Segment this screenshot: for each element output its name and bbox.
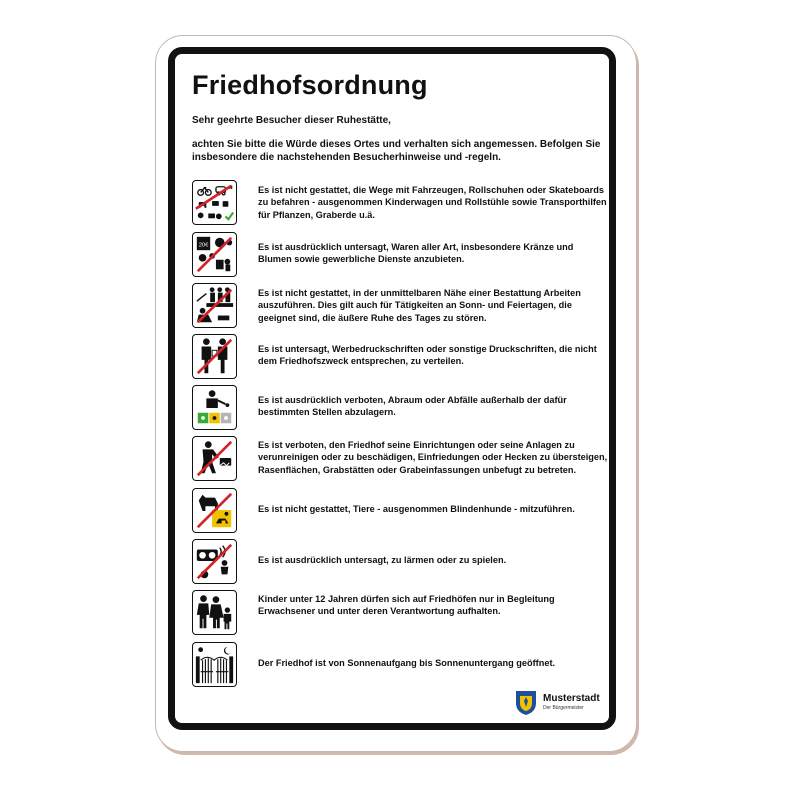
no-flyers-icon xyxy=(192,334,237,379)
opening-hours-gate-icon xyxy=(192,642,237,687)
rule-text: Es ist ausdrücklich untersagt, zu lärmen oder zu spielen. xyxy=(258,555,507,565)
sign-title: Friedhofsordnung xyxy=(192,70,428,100)
rule-item xyxy=(192,385,602,436)
svg-text:20€: 20€ xyxy=(198,242,209,249)
no-vehicles-icon xyxy=(192,180,237,225)
rules-list xyxy=(192,180,608,693)
rule-text: Es ist nicht gestattet, in der unmittelbaren Nähe einer Bestattung Arbeiten auszuführen. Dies gilt auch für Tätigkeiten an Sonn- und Feiertagen, die geeignet sind, die äußere Ruhe des Tages zu stören. xyxy=(258,288,581,323)
rule-item xyxy=(192,590,602,642)
intro-body: achten Sie bitte die Würde dieses Ortes und verhalten sich angemessen. Befolgen Sie insbesondere die nachstehenden Besucherhinweise und -regeln. xyxy=(192,139,601,163)
rule-item xyxy=(192,436,608,488)
coat-of-arms-icon xyxy=(515,690,537,716)
rule-text: Es ist nicht gestattet, Tiere - ausgenommen Blindenhunde - mitzuführen. xyxy=(258,504,575,514)
rule-text: Es ist ausdrücklich verboten, Abraum oder Abfälle außerhalb der dafür bestimmten Stellen abzulagern. xyxy=(258,395,567,418)
logo-subtitle: Der Bürgermeister xyxy=(543,705,584,711)
rule-text: Kinder unter 12 Jahren dürfen sich auf Friedhöfen nur in Begleitung Erwachsener und unter deren Verantwortung aufhalten. xyxy=(258,594,555,617)
rule-item xyxy=(192,334,602,385)
no-animals-icon xyxy=(192,488,237,533)
no-work-during-burial-icon xyxy=(192,283,237,328)
children-accompanied-icon xyxy=(192,590,237,635)
rule-text: Es ist ausdrücklich untersagt, Waren aller Art, insbesondere Kränze und Blumen sowie gewerbliche Dienste anzubieten. xyxy=(258,242,574,265)
rule-item xyxy=(192,283,602,334)
logo-name: Musterstadt xyxy=(543,693,600,704)
rule-text: Der Friedhof ist von Sonnenaufgang bis Sonnenuntergang geöffnet. xyxy=(258,658,556,668)
no-selling-icon xyxy=(192,232,237,277)
rule-item xyxy=(192,488,602,539)
rule-item xyxy=(192,539,602,590)
no-noise-icon xyxy=(192,539,237,584)
rule-item xyxy=(192,642,602,693)
intro-greeting: Sehr geehrte Besucher dieser Ruhestätte, xyxy=(192,115,391,126)
city-logo xyxy=(515,690,605,718)
rule-text: Es ist verboten, den Friedhof seine Einrichtungen oder seine Anlagen zu verunreinigen oder zu beschädigen, Einfriedungen oder Hecken zu übersteigen, Rasenflächen, Grabstätten oder Grabeinfassungen unbefugt zu betreten. xyxy=(258,440,608,475)
no-damage-icon xyxy=(192,436,237,481)
rule-text: Es ist nicht gestattet, die Wege mit Fahrzeugen, Rollschuhen oder Skateboards zu befahren - ausgenommen Kinderwagen und Rollstühle sowie Transporthilfen für Pflanzen, Graberde u.ä. xyxy=(258,185,607,220)
rule-item xyxy=(192,180,607,232)
waste-disposal-icon xyxy=(192,385,237,430)
rule-text: Es ist untersagt, Werbedruckschriften oder sonstige Druckschriften, die nicht dem Friedhofszweck entsprechen, zu verteilen. xyxy=(258,344,597,367)
rule-item xyxy=(192,232,602,283)
